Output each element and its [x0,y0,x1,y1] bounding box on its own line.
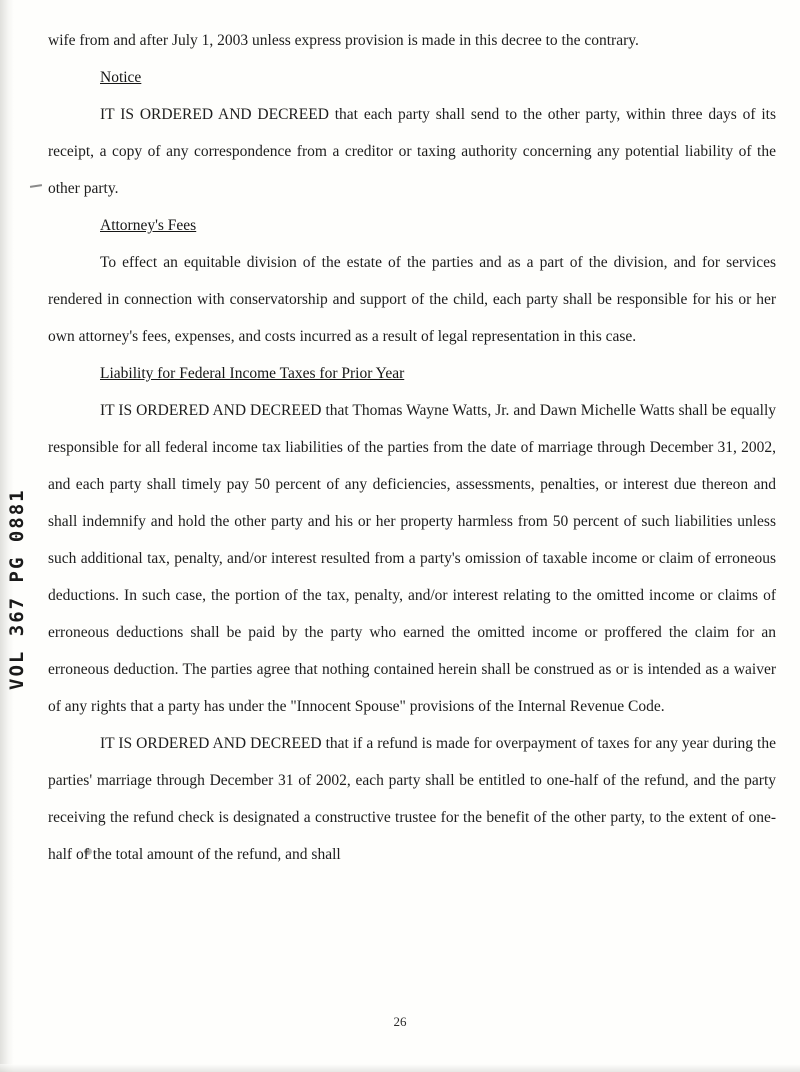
section-heading-attorneys-fees-line [48,207,776,244]
section-heading-liability-federal-taxes-line [48,355,776,392]
paragraph-attorneys-fees: To effect an equitable division of the estate of the parties and as a part of the division, and for services rendered in connection with conservatorship and support of the child, each party shall be responsible for his or her own attorney's fees, expenses, and costs incurred as a result of legal representation in this case. [48,254,776,345]
section-heading-notice: Notice [100,69,142,86]
section-heading-attorneys-fees: Attorney's Fees [100,217,197,234]
volume-page-stamp: VOL 367 PG 0881 [6,488,28,690]
paragraph-opening: wife from and after July 1, 2003 unless express provision is made in this decree to the contrary. [48,32,639,49]
paragraph-notice: IT IS ORDERED AND DECREED that each party shall send to the other party, within three days of its receipt, a copy of any correspondence from a creditor or taxing authority concerning any potential liability of the other party. [48,106,776,197]
paragraph-liability-first: IT IS ORDERED AND DECREED that Thomas Wayne Watts, Jr. and Dawn Michelle Watts shall be equally responsible for all federal income tax liabilities of the parties from the date of marriage through December 31, 2002, and each party shall timely pay 50 percent of any deficiencies, assessments, penalties, or interest due thereon and shall indemnify and hold the other party and his or her property harmless from 50 percent of such liabilities unless such additional tax, penalty, and/or interest resulted from a party's omission of taxable income or claim of erroneous deductions. In such case, the portion of the tax, penalty, and/or interest relating to the omitted income or claims of erroneous deductions shall be paid by the party who earned the omitted income or proffered the claim for an erroneous deduction. The parties agree that nothing contained herein shall be construed as or is intended as a waiver of any rights that a party has under the "Innocent Spouse" provisions of the Internal Revenue Code. [48,402,776,715]
page-number: 26 [393,1014,407,1029]
paragraph-liability-second: IT IS ORDERED AND DECREED that if a refund is made for overpayment of taxes for any year during the parties' marriage through December 31 of 2002, each party shall be entitled to one-half of the refund, and the party receiving the refund check is designated a constructive trustee for the benefit of the other party, to the extent of one-half of the total amount of the refund, and shall [48,735,776,863]
scan-edge-shadow-bottom [0,1064,800,1072]
section-heading-liability-federal-taxes: Liability for Federal Income Taxes for Prior Year [100,365,405,382]
section-heading-notice-line [48,59,776,96]
scan-artifact-mark [30,184,42,188]
document-body [48,22,776,873]
